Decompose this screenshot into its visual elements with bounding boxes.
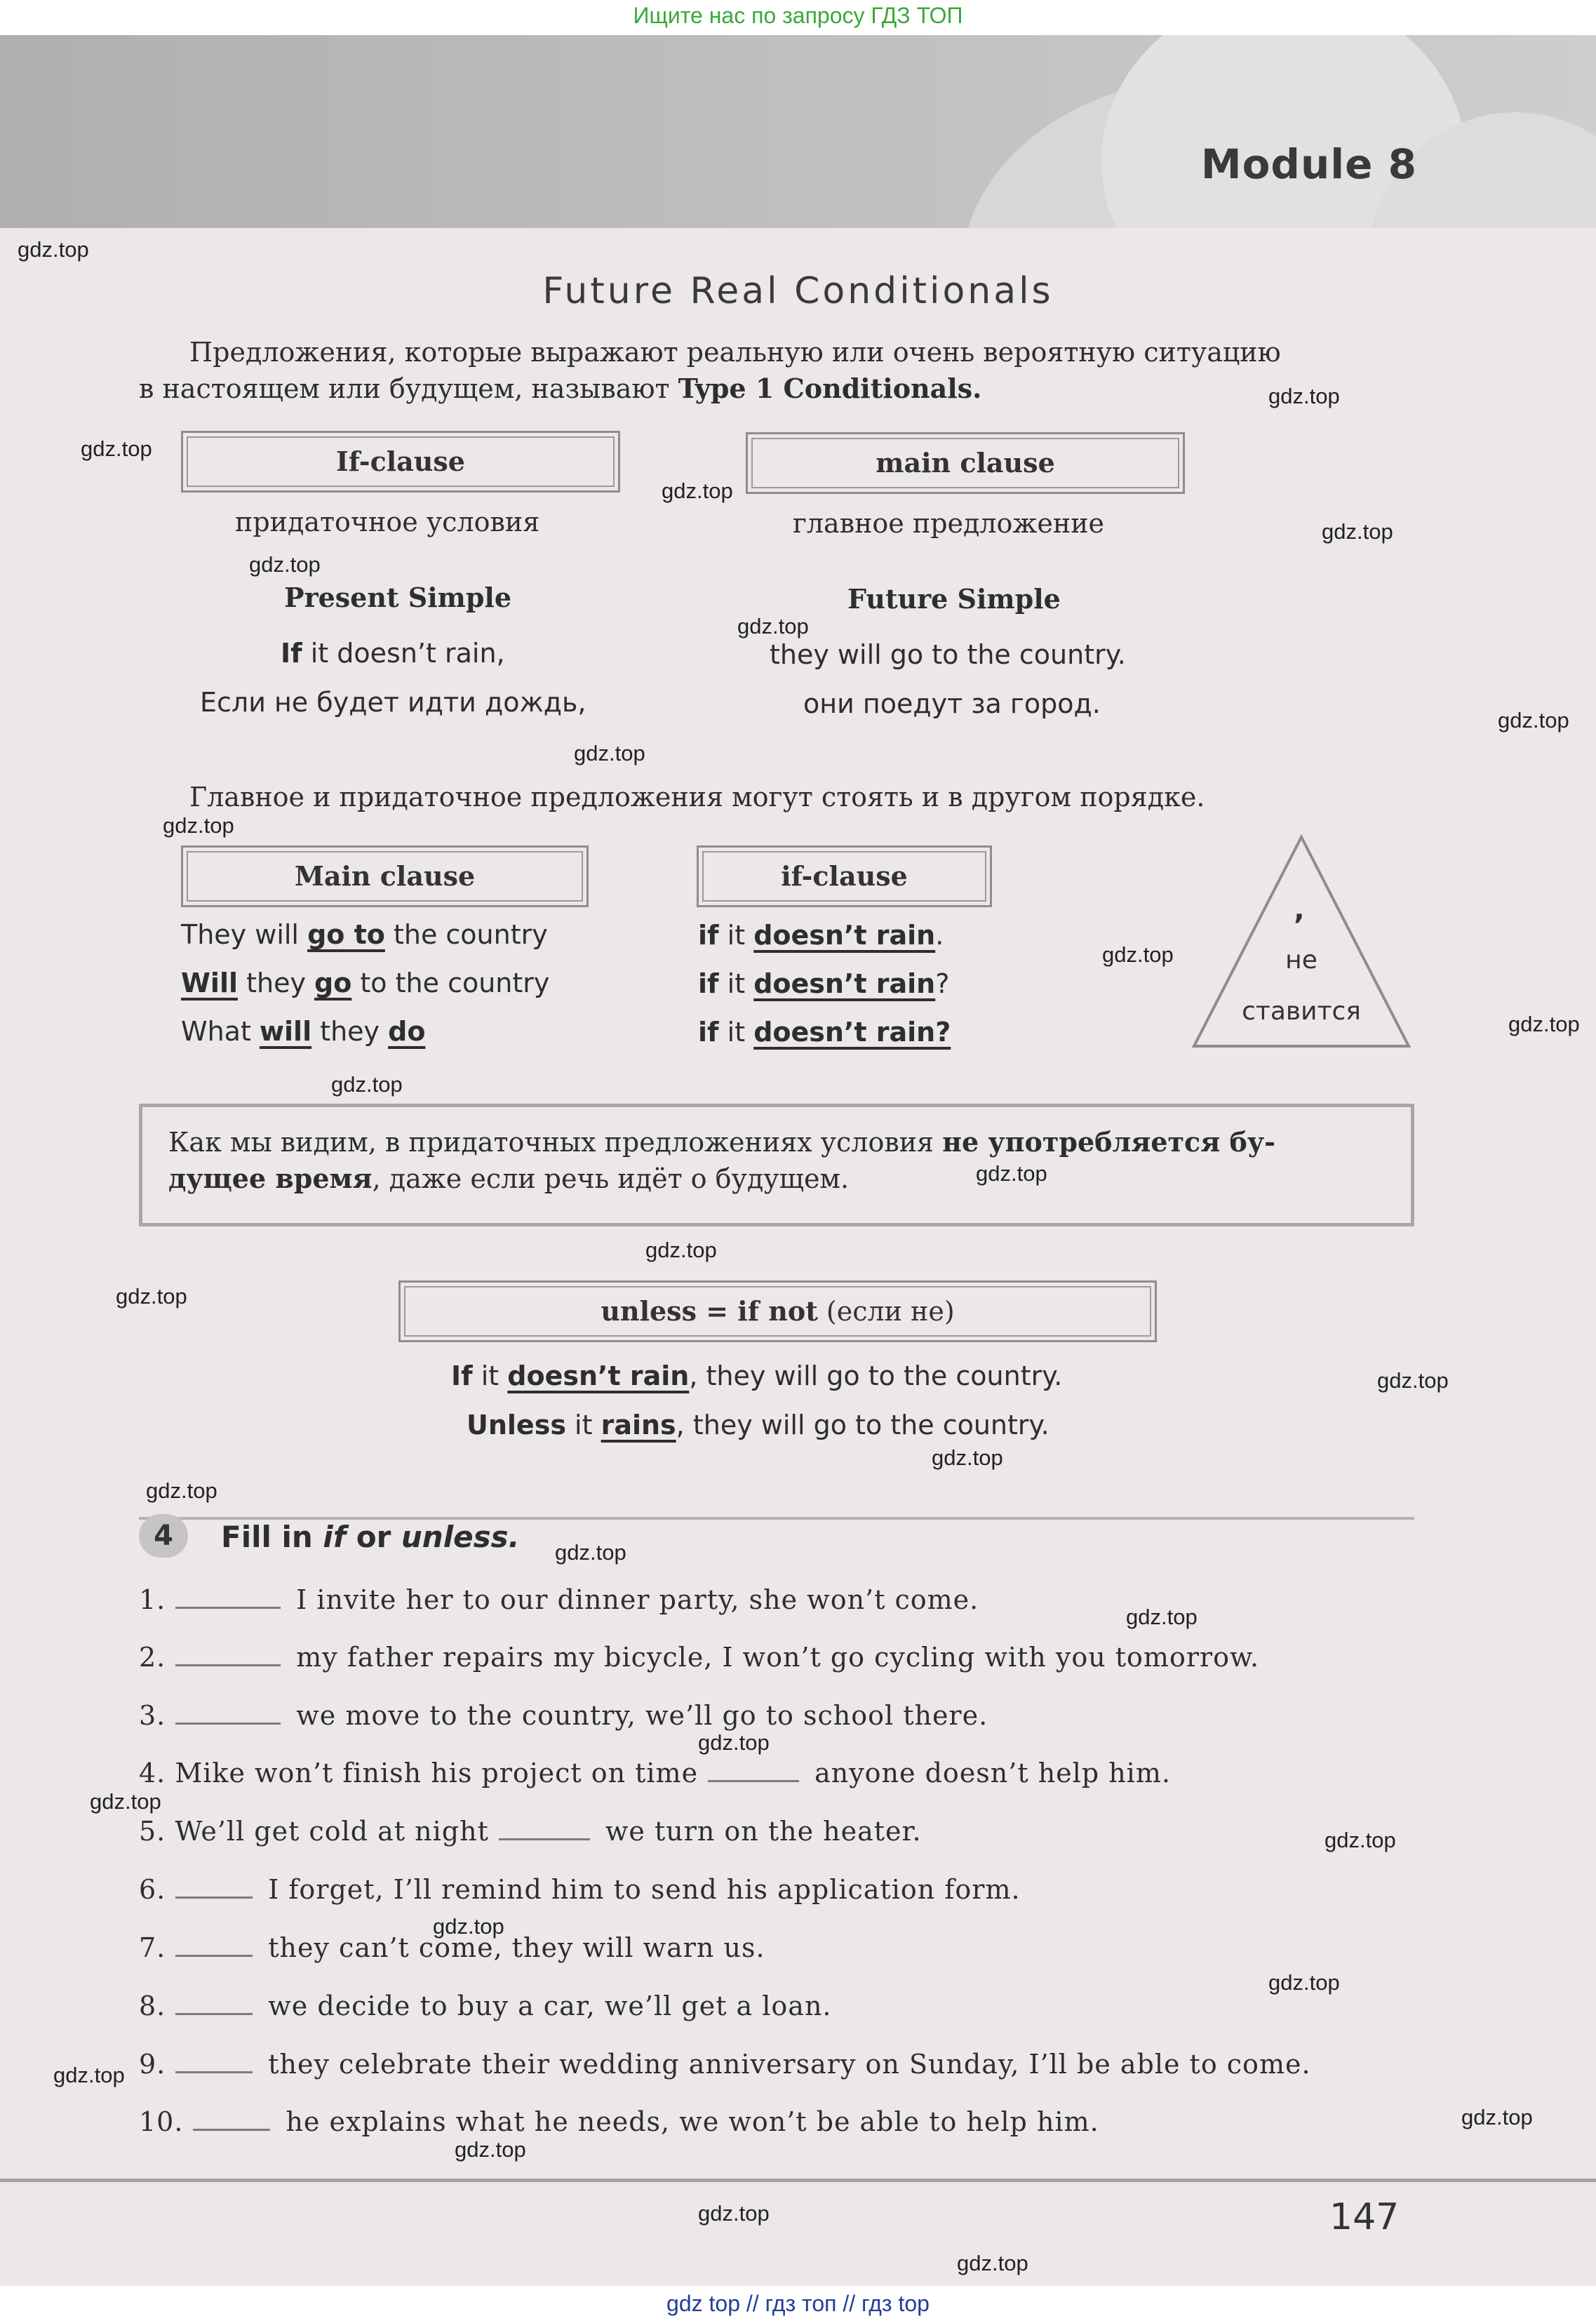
answer-blank[interactable] xyxy=(708,1774,799,1782)
item-text: we decide to buy a car, we’ll get a loan. xyxy=(268,1991,832,2021)
example-verb: rains xyxy=(601,1410,676,1440)
row-punct: . xyxy=(935,920,944,951)
note-bold: дущее время xyxy=(168,1163,373,1194)
main-clause-example: they will go to the country. xyxy=(770,639,1126,670)
top-banner[interactable]: Ищите нас по запросу ГДЗ ТОП xyxy=(633,3,963,28)
if-keyword: If xyxy=(281,638,302,669)
if-keyword: if xyxy=(698,968,719,999)
watermark: gdz.top xyxy=(249,552,321,577)
item-number: 4. xyxy=(139,1758,166,1788)
watermark: gdz.top xyxy=(976,1161,1047,1186)
module-title: Module 8 xyxy=(1200,140,1417,188)
unless-rule: unless = if not xyxy=(601,1295,818,1327)
exercise-instruction xyxy=(221,1520,520,1554)
watermark: gdz.top xyxy=(698,2201,770,2226)
exercise-item xyxy=(139,2049,1311,2080)
exercise-item xyxy=(139,1700,988,1731)
row-text: What xyxy=(181,1016,260,1047)
watermark: gdz.top xyxy=(1268,384,1340,408)
exercise-item xyxy=(139,1991,832,2021)
watermark: gdz.top xyxy=(1508,1012,1580,1036)
if-keyword: If xyxy=(451,1360,473,1391)
exercise-item xyxy=(139,1642,1259,1673)
exercise-item xyxy=(139,1874,1021,1905)
exercise-item xyxy=(139,1816,922,1847)
example-text: it xyxy=(565,1410,601,1440)
answer-blank[interactable] xyxy=(175,1949,253,1957)
if-clause-example-translation: Если не будет идти дождь, xyxy=(200,687,586,718)
intro-line-2 xyxy=(139,370,981,407)
comma-rule-triangle xyxy=(1186,831,1417,1056)
main-clause-header-box: main clause xyxy=(746,432,1185,494)
intro-line-1: Предложения, которые выражают реальную или очень вероятную ситуацию xyxy=(189,337,1281,368)
watermark: gdz.top xyxy=(957,2251,1028,2275)
item-text: we turn on the heater. xyxy=(605,1816,922,1847)
main-clause-tense: Future Simple xyxy=(847,583,1061,615)
row-text: the country xyxy=(384,919,548,950)
watermark: gdz.top xyxy=(1268,1970,1340,1995)
if-clause-header-box-2: if-clause xyxy=(697,845,992,907)
intro-text: в настоящем или будущем, называют xyxy=(139,373,678,404)
page-header-band xyxy=(0,35,1596,228)
item-number: 1. xyxy=(139,1584,166,1615)
watermark: gdz.top xyxy=(1461,2105,1533,2129)
if-clause-header-box: If-clause xyxy=(181,431,620,493)
example-text: , they will go to the country. xyxy=(689,1360,1063,1391)
if-example-text: it doesn’t rain, xyxy=(302,638,505,669)
footer-divider xyxy=(0,2179,1596,2182)
watermark: gdz.top xyxy=(1377,1368,1449,1393)
triangle-comma: , xyxy=(1294,894,1305,926)
row-verb: do xyxy=(388,1016,426,1047)
watermark: gdz.top xyxy=(146,1478,217,1503)
row-verb: go to xyxy=(307,919,385,950)
main-clause-row-1 xyxy=(181,916,548,953)
watermark: gdz.top xyxy=(116,1284,187,1309)
row-verb: Will xyxy=(181,968,238,998)
instr-text: Fill in xyxy=(221,1520,323,1554)
row-verb: doesn’t rain xyxy=(753,920,936,951)
exercise-number-badge: 4 xyxy=(139,1514,188,1558)
item-text: I invite her to our dinner party, she won’t come. xyxy=(296,1584,979,1615)
instr-text: or xyxy=(346,1520,401,1554)
answer-blank[interactable] xyxy=(193,2123,270,2131)
intro-bold-term: Type 1 Conditionals. xyxy=(678,373,982,404)
answer-blank[interactable] xyxy=(175,1601,281,1609)
row-verb: doesn’t rain xyxy=(753,968,936,999)
item-number: 7. xyxy=(139,1932,166,1963)
row-text: it xyxy=(718,1017,754,1048)
watermark: gdz.top xyxy=(1322,519,1393,544)
row-verb: doesn’t rain? xyxy=(753,1017,951,1048)
example-text: , they will go to the country. xyxy=(676,1410,1050,1440)
item-number: 2. xyxy=(139,1642,166,1673)
exercise-item xyxy=(139,2106,1099,2137)
watermark: gdz.top xyxy=(932,1445,1003,1470)
watermark: gdz.top xyxy=(163,813,234,838)
main-clause-row-2 xyxy=(181,965,549,1001)
note-line-1 xyxy=(168,1124,1275,1160)
note-text: , даже если речь идёт о будущем. xyxy=(372,1163,850,1194)
answer-blank[interactable] xyxy=(175,2066,253,2073)
if-clause-row-1 xyxy=(698,917,944,954)
answer-blank[interactable] xyxy=(175,1891,253,1899)
unless-translation: (если не) xyxy=(817,1296,955,1327)
row-text: they xyxy=(311,1016,389,1047)
example-verb: doesn’t rain xyxy=(507,1360,690,1391)
watermark: gdz.top xyxy=(1498,708,1569,733)
item-text: they can’t come, they will warn us. xyxy=(268,1932,765,1963)
row-text: they xyxy=(238,968,315,998)
item-text: we move to the country, we’ll go to school there. xyxy=(296,1700,988,1731)
watermark: gdz.top xyxy=(1126,1605,1198,1629)
main-clause-example-translation: они поедут за город. xyxy=(803,688,1101,719)
if-keyword: if xyxy=(698,1017,719,1048)
item-number: 5. xyxy=(139,1816,166,1847)
instr-word-if: if xyxy=(323,1520,347,1554)
item-number: 10. xyxy=(139,2106,184,2137)
note-bold: не употребляется бу- xyxy=(942,1126,1275,1158)
watermark: gdz.top xyxy=(698,1730,770,1755)
watermark: gdz.top xyxy=(574,741,645,765)
page-number: 147 xyxy=(1329,2196,1400,2238)
unless-example-2 xyxy=(467,1407,1050,1443)
row-verb: will xyxy=(259,1016,312,1047)
page-title: Future Real Conditionals xyxy=(542,270,1054,312)
if-clause-translation: придаточное условия xyxy=(235,507,540,537)
item-number: 6. xyxy=(139,1874,166,1905)
watermark: gdz.top xyxy=(433,1914,504,1939)
watermark: gdz.top xyxy=(555,1540,626,1565)
watermark: gdz.top xyxy=(90,1789,161,1814)
watermark: gdz.top xyxy=(81,436,152,461)
watermark: gdz.top xyxy=(1102,942,1174,967)
item-text: We’ll get cold at night xyxy=(175,1816,489,1847)
item-text: he explains what he needs, we won’t be able to help him. xyxy=(286,2106,1099,2137)
main-clause-row-3 xyxy=(181,1013,425,1050)
instr-word-unless: unless. xyxy=(401,1520,520,1554)
item-text: my father repairs my bicycle, I won’t go cycling with you tomorrow. xyxy=(296,1642,1260,1673)
answer-blank[interactable] xyxy=(499,1833,590,1840)
watermark: gdz.top xyxy=(331,1072,403,1097)
watermark: gdz.top xyxy=(455,2137,526,2162)
row-text: to the country xyxy=(351,968,550,998)
watermark: gdz.top xyxy=(18,237,89,262)
unless-example-1 xyxy=(451,1358,1062,1394)
row-verb: go xyxy=(314,968,352,998)
unless-rule-box xyxy=(398,1280,1157,1342)
row-text: it xyxy=(718,968,754,999)
watermark: gdz.top xyxy=(53,2063,125,2087)
watermark: gdz.top xyxy=(645,1238,717,1262)
item-text: I forget, I’ll remind him to send his application form. xyxy=(268,1874,1021,1905)
if-clause-example xyxy=(281,635,505,671)
if-clause-row-3 xyxy=(698,1014,951,1050)
item-text: anyone doesn’t help him. xyxy=(814,1758,1171,1788)
unless-keyword: Unless xyxy=(467,1410,566,1440)
answer-blank[interactable] xyxy=(175,2007,253,2015)
item-number: 8. xyxy=(139,1991,166,2021)
exercise-item xyxy=(139,1758,1171,1788)
answer-blank[interactable] xyxy=(175,1659,281,1666)
row-punct: ? xyxy=(935,968,950,999)
watermark: gdz.top xyxy=(662,479,733,503)
item-number: 9. xyxy=(139,2049,166,2080)
bottom-banner[interactable]: gdz top // гдз топ // гдз top xyxy=(0,2286,1596,2321)
item-text: they celebrate their wedding anniversary on Sunday, I’ll be able to come. xyxy=(268,2049,1311,2080)
item-text: Mike won’t finish his project on time xyxy=(175,1758,699,1788)
watermark: gdz.top xyxy=(1325,1828,1396,1852)
note-text: Как мы видим, в придаточных предложениях условия xyxy=(168,1127,943,1158)
triangle-line-2: ставится xyxy=(1242,997,1361,1026)
item-number: 3. xyxy=(139,1700,166,1731)
triangle-line-1: не xyxy=(1285,946,1317,975)
answer-blank[interactable] xyxy=(175,1717,281,1725)
if-clause-tense: Present Simple xyxy=(284,582,512,613)
row-text: it xyxy=(718,920,754,951)
if-clause-row-2 xyxy=(698,965,949,1002)
if-keyword: if xyxy=(698,920,719,951)
example-text: it xyxy=(472,1360,508,1391)
note-line-2 xyxy=(168,1160,849,1197)
main-clause-header-box-2: Main clause xyxy=(181,845,589,907)
watermark: gdz.top xyxy=(737,614,809,638)
order-note: Главное и придаточное предложения могут стоять и в другом порядке. xyxy=(189,782,1205,812)
exercise-item xyxy=(139,1584,979,1615)
main-clause-translation: главное предложение xyxy=(793,508,1105,539)
row-text: They will xyxy=(181,919,308,950)
